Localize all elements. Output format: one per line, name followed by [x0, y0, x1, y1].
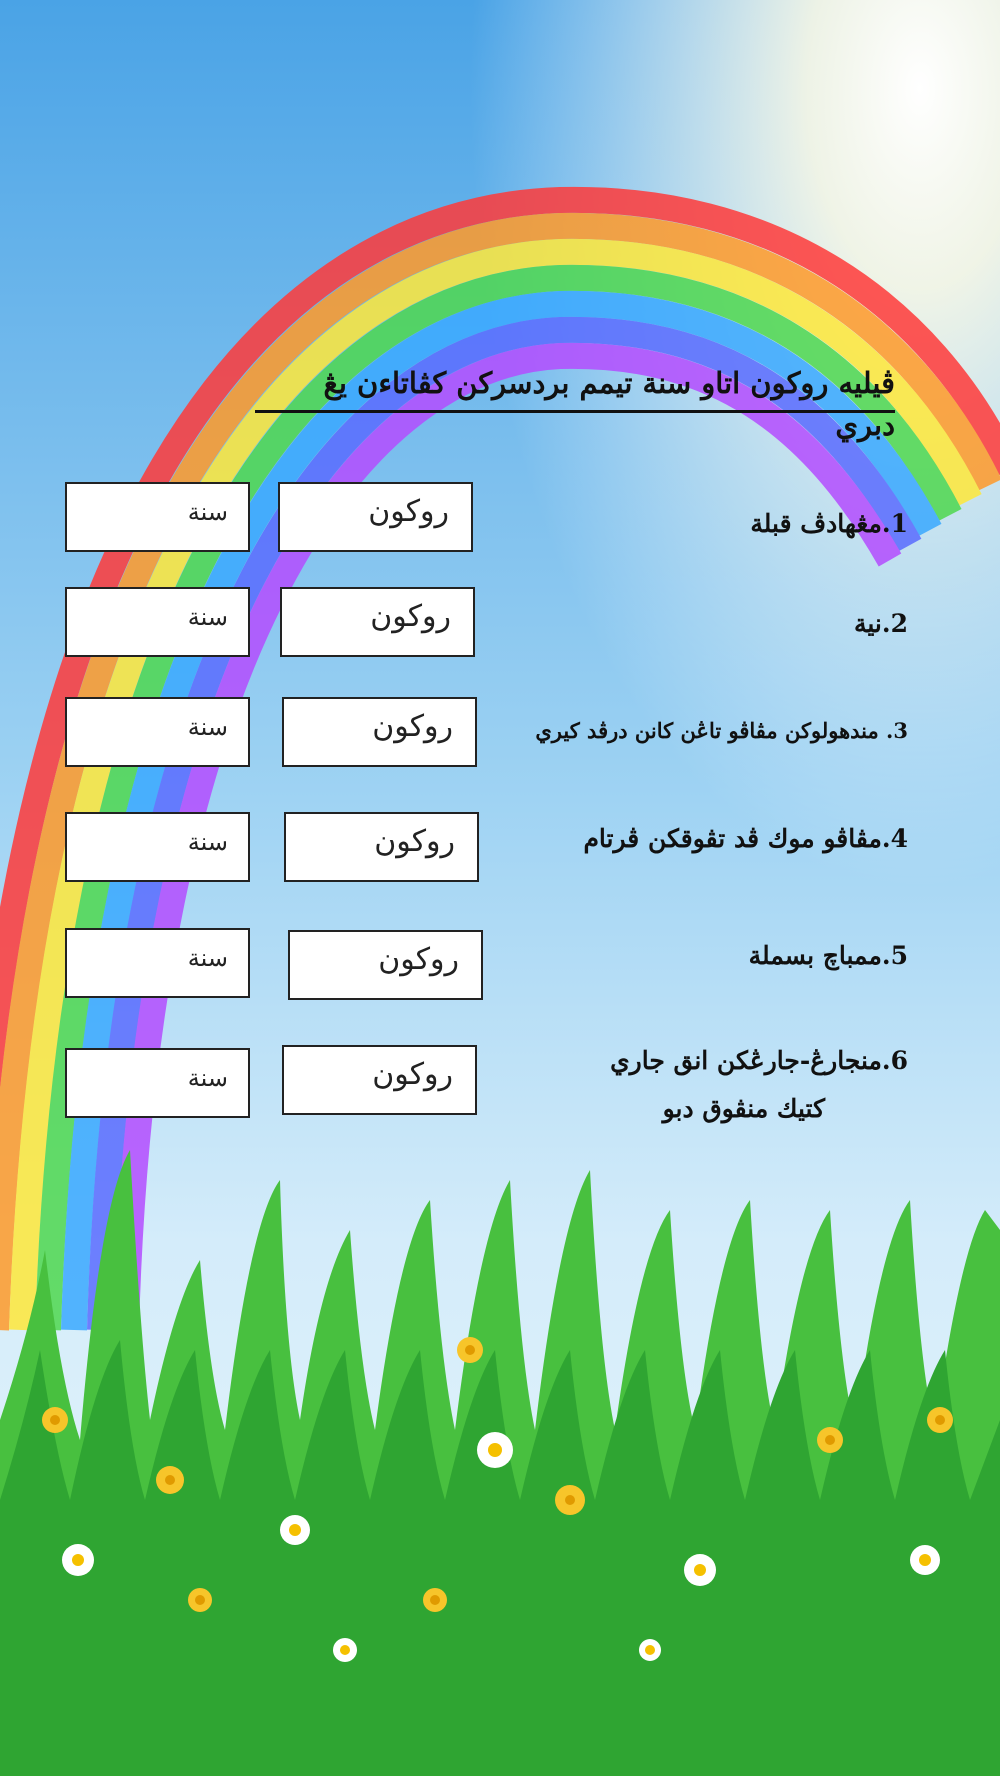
sunat-button-1[interactable] — [65, 482, 250, 552]
rukun-button-4[interactable] — [284, 812, 479, 882]
worksheet-title: ڤيليه روكون اتاو سنة تيمم بردسركن كڤاتاءن يڠ دبري — [255, 362, 895, 413]
question-4: 4.مڤاڤو موك ڤد تڤوقكن ڤرتام — [583, 824, 908, 853]
sunat-button-5[interactable] — [65, 928, 250, 998]
sunat-label: سنة — [187, 713, 228, 741]
sunat-label: سنة — [187, 1064, 228, 1092]
sunat-label: سنة — [187, 944, 228, 972]
rukun-button-2[interactable] — [280, 587, 475, 657]
rukun-label: روكون — [372, 709, 453, 744]
rukun-label: روكون — [370, 599, 451, 634]
rukun-label: روكون — [374, 824, 455, 859]
question-5: 5.ممباچ بسملة — [748, 941, 908, 970]
question-6-line-1: 6.منجارڠ-جارڠكن انق جاري — [610, 1046, 908, 1075]
sunat-label: سنة — [187, 828, 228, 856]
sunat-label: سنة — [187, 498, 228, 526]
sunat-button-6[interactable] — [65, 1048, 250, 1118]
sunat-button-2[interactable] — [65, 587, 250, 657]
question-3: 3. مندهولوكن مڤاڤو تاڠن كانن درڤد كيري — [535, 718, 908, 743]
rukun-label: روكون — [368, 494, 449, 529]
question-6-line-2: كتيك منڤوق دبو — [662, 1094, 825, 1123]
rukun-button-1[interactable] — [278, 482, 473, 552]
rukun-label: روكون — [372, 1057, 453, 1092]
rukun-label: روكون — [378, 942, 459, 977]
rukun-button-6[interactable] — [282, 1045, 477, 1115]
sunat-label: سنة — [187, 603, 228, 631]
question-1: 1.مڠهادڤ قبلة — [750, 509, 908, 538]
rukun-button-5[interactable] — [288, 930, 483, 1000]
sunat-button-4[interactable] — [65, 812, 250, 882]
question-2: 2.نية — [853, 609, 908, 638]
rukun-button-3[interactable] — [282, 697, 477, 767]
sunat-button-3[interactable] — [65, 697, 250, 767]
